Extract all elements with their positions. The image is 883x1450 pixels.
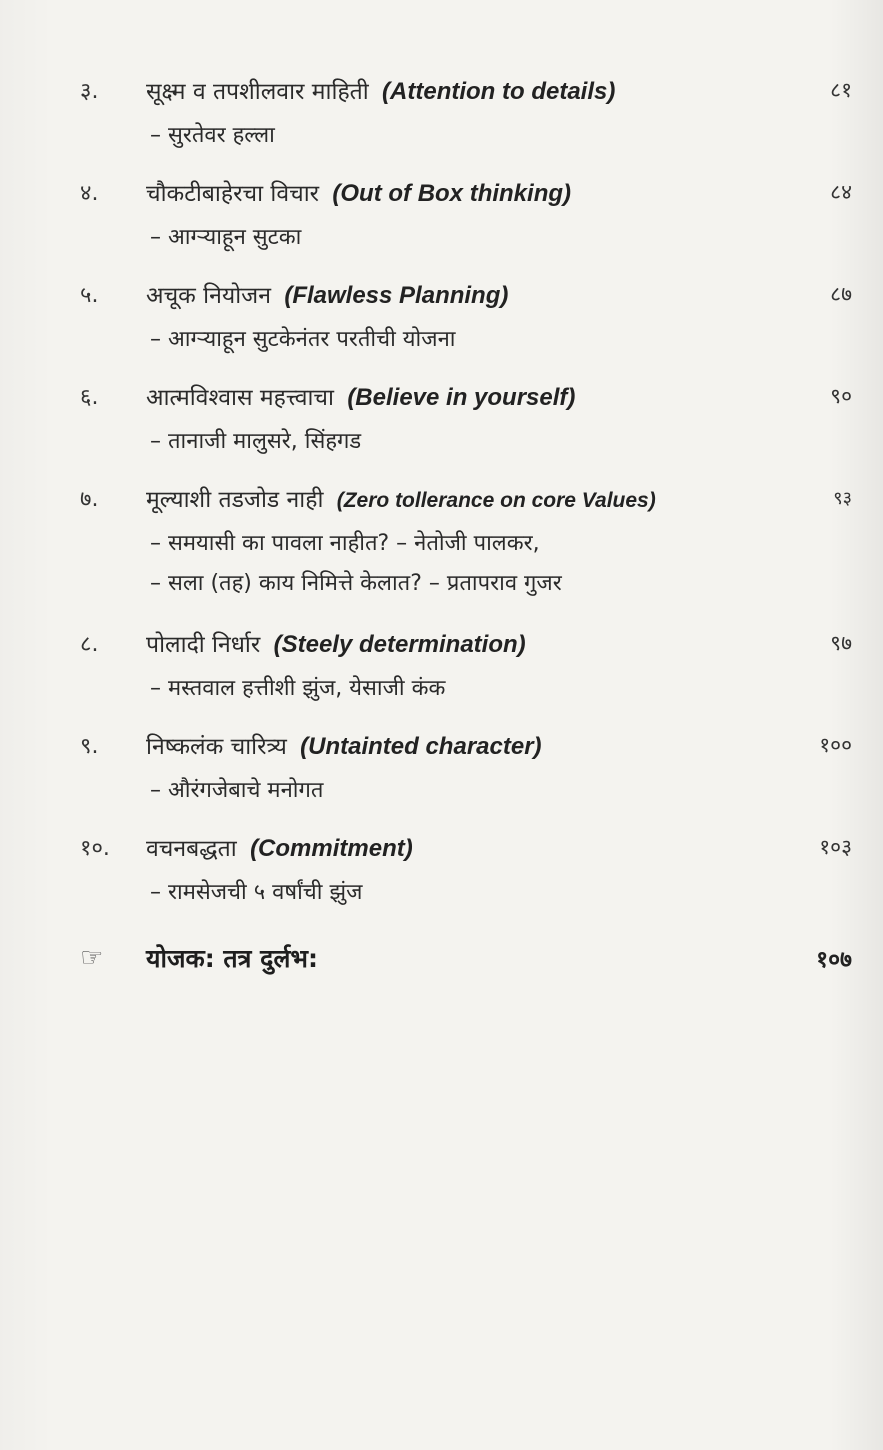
toc-entry (80, 170, 860, 272)
entry-title-english: (Untainted character) (300, 733, 542, 760)
toc-entry (80, 621, 860, 723)
entry-page-number: ८४ (830, 180, 852, 204)
entry-title-english: (Commitment) (250, 835, 413, 862)
entry-page-number: १०० (819, 733, 852, 757)
entry-title-english: (Believe in yourself) (347, 384, 576, 411)
entry-number: ४. (80, 181, 99, 206)
entry-title (146, 482, 656, 514)
entry-title-marathi: आत्मविश्वास महत्त्वाचा (146, 385, 334, 411)
entry-title-english: (Steely determination) (273, 631, 526, 658)
entry-page-number: ९० (830, 384, 852, 408)
entry-subtitle: – मस्तवाल हत्तीशी झुंज, येसाजी कंक (150, 676, 446, 701)
entry-subtitle: – आग्‍ऱ्याहून सुटका (150, 225, 302, 250)
entry-title-marathi: चौकटीबाहेरचा विचार (146, 181, 320, 207)
entry-title-marathi: पोलादी निर्धार (146, 632, 261, 658)
toc-entry-heading (80, 621, 860, 665)
entry-title (146, 176, 571, 208)
entry-title (146, 627, 526, 659)
entry-title-marathi: वचनबद्धता (146, 836, 237, 862)
entry-title (146, 278, 508, 310)
entry-subtitle: – औरंगजेबाचे मनोगत (150, 778, 324, 803)
pointing-hand-icon: ☞ (80, 943, 104, 973)
entry-subtitle: – सला (तह) काय निमित्ते केलात? – प्रतापराव गुजर (150, 571, 562, 596)
toc-entry-heading (80, 374, 860, 418)
entry-title (146, 831, 413, 863)
entry-title-english: (Attention to details) (382, 78, 616, 105)
entry-subtitle: – आग्‍ऱ्याहून सुटकेनंतर परतीची योजना (150, 327, 456, 352)
table-of-contents (80, 68, 860, 983)
entry-title-english: (Flawless Planning) (284, 282, 509, 309)
toc-entry (80, 272, 860, 374)
entry-number: ३. (80, 79, 99, 104)
entry-page-number: ९३ (833, 488, 852, 509)
entry-number: ५. (80, 283, 99, 308)
entry-title-marathi: निष्कलंक चारित्र्य (146, 734, 287, 760)
toc-entry (80, 476, 860, 621)
toc-final-entry (80, 933, 860, 983)
entry-subtitle: – समयासी का पावला नाहीत? – नेतोजी पालकर, (150, 531, 540, 556)
entry-number: १०. (80, 836, 110, 861)
entry-number: ८. (80, 632, 99, 657)
toc-entry-heading (80, 68, 860, 112)
entry-title-marathi: सूक्ष्म व तपशीलवार माहिती (146, 79, 369, 105)
toc-entry-heading (80, 723, 860, 767)
toc-entry (80, 68, 860, 170)
entry-title-english: (Zero tollerance on core Values) (336, 489, 656, 512)
entry-page-number: ८७ (830, 282, 852, 306)
entry-page-number: १०३ (819, 835, 852, 859)
entry-subtitle: – तानाजी मालुसरे, सिंहगड (150, 429, 362, 454)
toc-entry-heading (80, 825, 860, 869)
entry-title (146, 729, 542, 761)
entry-number: ९. (80, 734, 99, 759)
entry-title-english: (Out of Box thinking) (332, 180, 572, 207)
toc-entry (80, 825, 860, 927)
entry-subtitle: – सुरतेवर हल्ला (150, 123, 275, 148)
entry-title-marathi: मूल्याशी तडजोड नाही (146, 487, 324, 513)
final-entry-title: योजक: तत्र दुर्लभ: (146, 944, 318, 973)
toc-entry-heading (80, 272, 860, 316)
entry-number: ७. (80, 487, 99, 512)
toc-entry (80, 723, 860, 825)
toc-entry-heading (80, 476, 860, 520)
entry-number: ६. (80, 385, 99, 410)
entry-title (146, 380, 575, 412)
entry-page-number: ८१ (830, 78, 852, 102)
toc-entry (80, 374, 860, 476)
entry-title (146, 74, 615, 106)
toc-entry-heading (80, 170, 860, 214)
entry-title-marathi: अचूक नियोजन (146, 283, 272, 309)
entry-subtitle: – रामसेजची ५ वर्षांची झुंज (150, 880, 363, 905)
final-entry-page-number: १०७ (816, 947, 852, 973)
entry-page-number: ९७ (830, 631, 852, 655)
